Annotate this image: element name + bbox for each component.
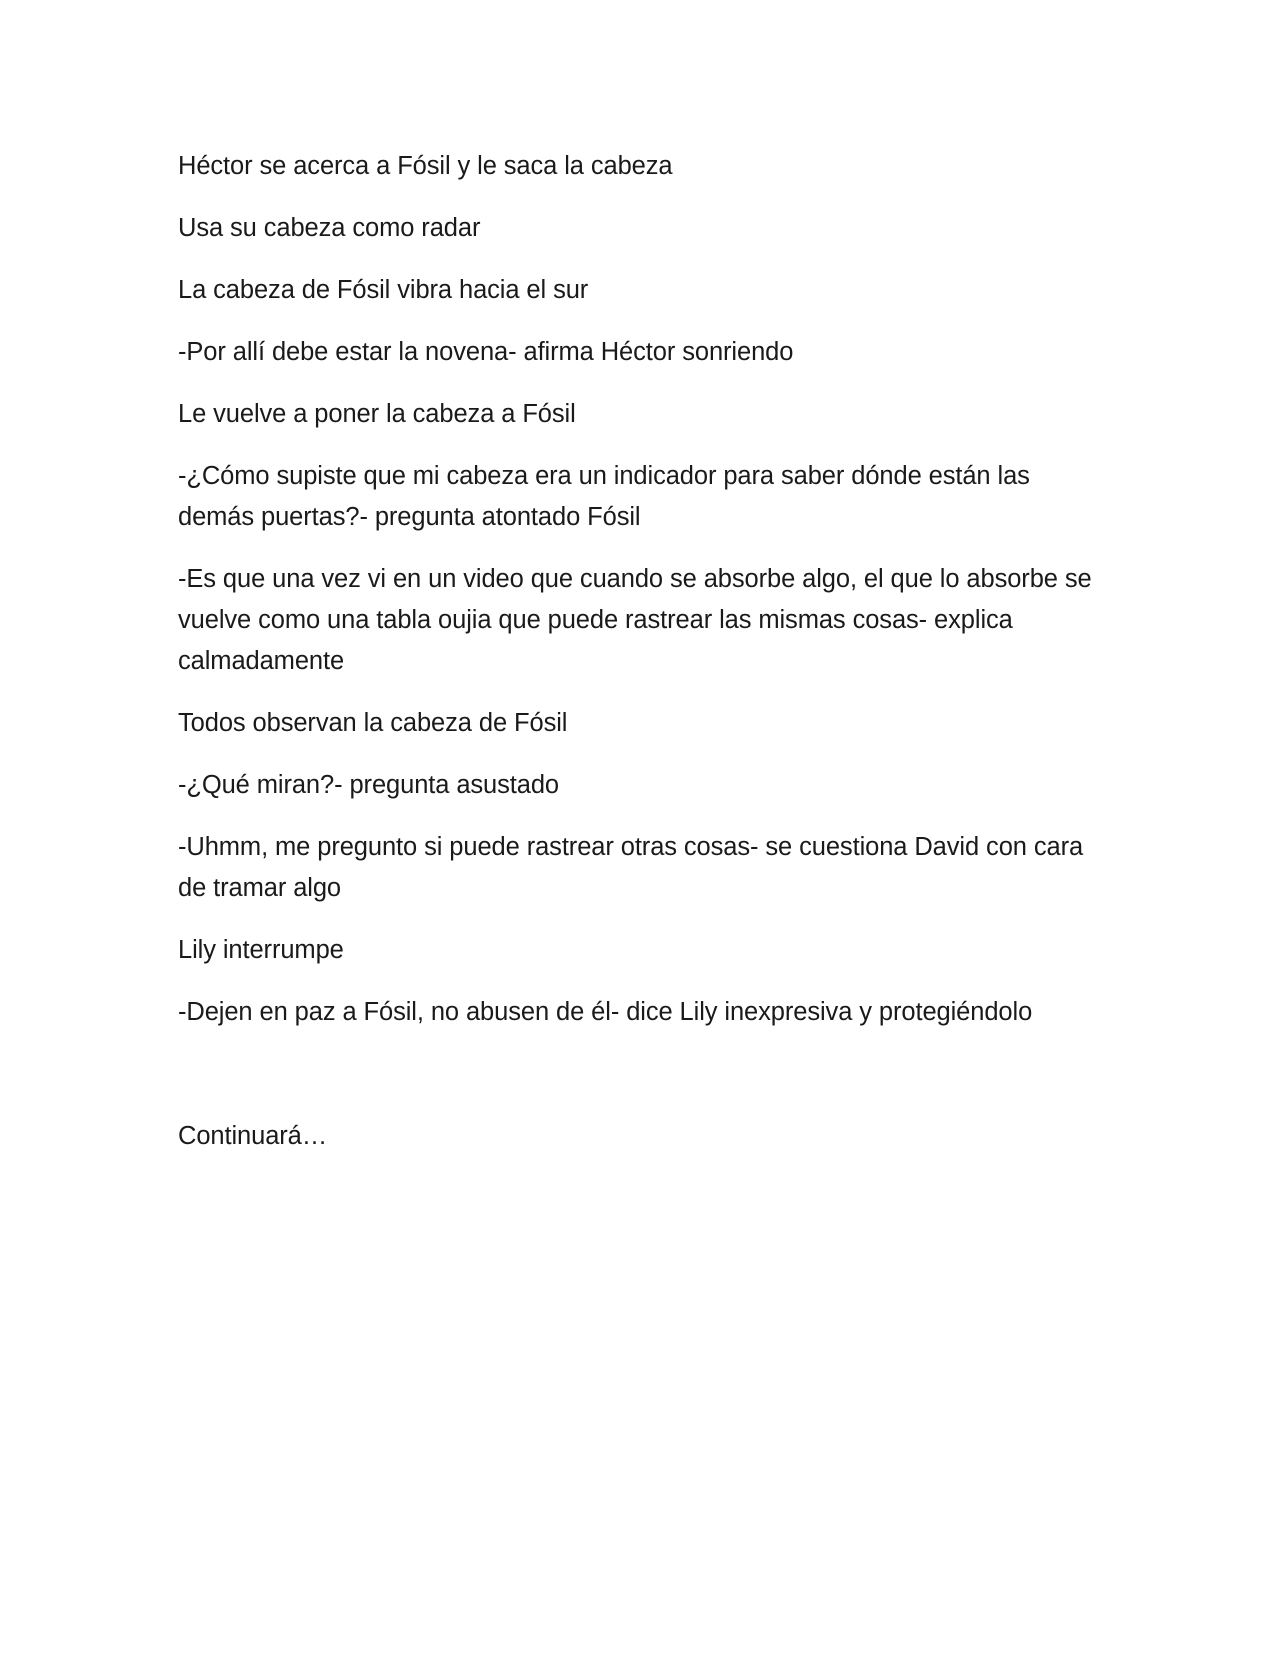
paragraph-4: -Por allí debe estar la novena- afirma Héctor sonriendo [178,338,794,366]
paragraph-5: Le vuelve a poner la cabeza a Fósil [178,400,576,428]
paragraph-2: Usa su cabeza como radar [178,214,481,242]
paragraph-8: Todos observan la cabeza de Fósil [178,709,568,737]
blank-line [178,1054,1108,1116]
paragraph-6: -¿Cómo supiste que mi cabeza era un indicador para saber dónde están las demás puertas?- pregunta atontado Fósil [178,462,1030,531]
paragraph-10: -Uhmm, me pregunto si puede rastrear otras cosas- se cuestiona David con cara de tramar algo [178,833,1084,902]
paragraph-11: Lily interrumpe [178,936,344,964]
paragraph-12: -Dejen en paz a Fósil, no abusen de él- dice Lily inexpresiva y protegiéndolo [178,998,1033,1026]
paragraph-7: -Es que una vez vi en un video que cuando se absorbe algo, el que lo absorbe se vuelve como una tabla oujia que puede rastrear las mismas cosas- explica calmadamente [178,565,1092,675]
document-body [178,146,1108,1178]
closing-text: Continuará… [178,1122,328,1150]
paragraph-9: -¿Qué miran?- pregunta asustado [178,771,560,799]
paragraph-3: La cabeza de Fósil vibra hacia el sur [178,276,589,304]
paragraph-1: Héctor se acerca a Fósil y le saca la cabeza [178,152,673,180]
